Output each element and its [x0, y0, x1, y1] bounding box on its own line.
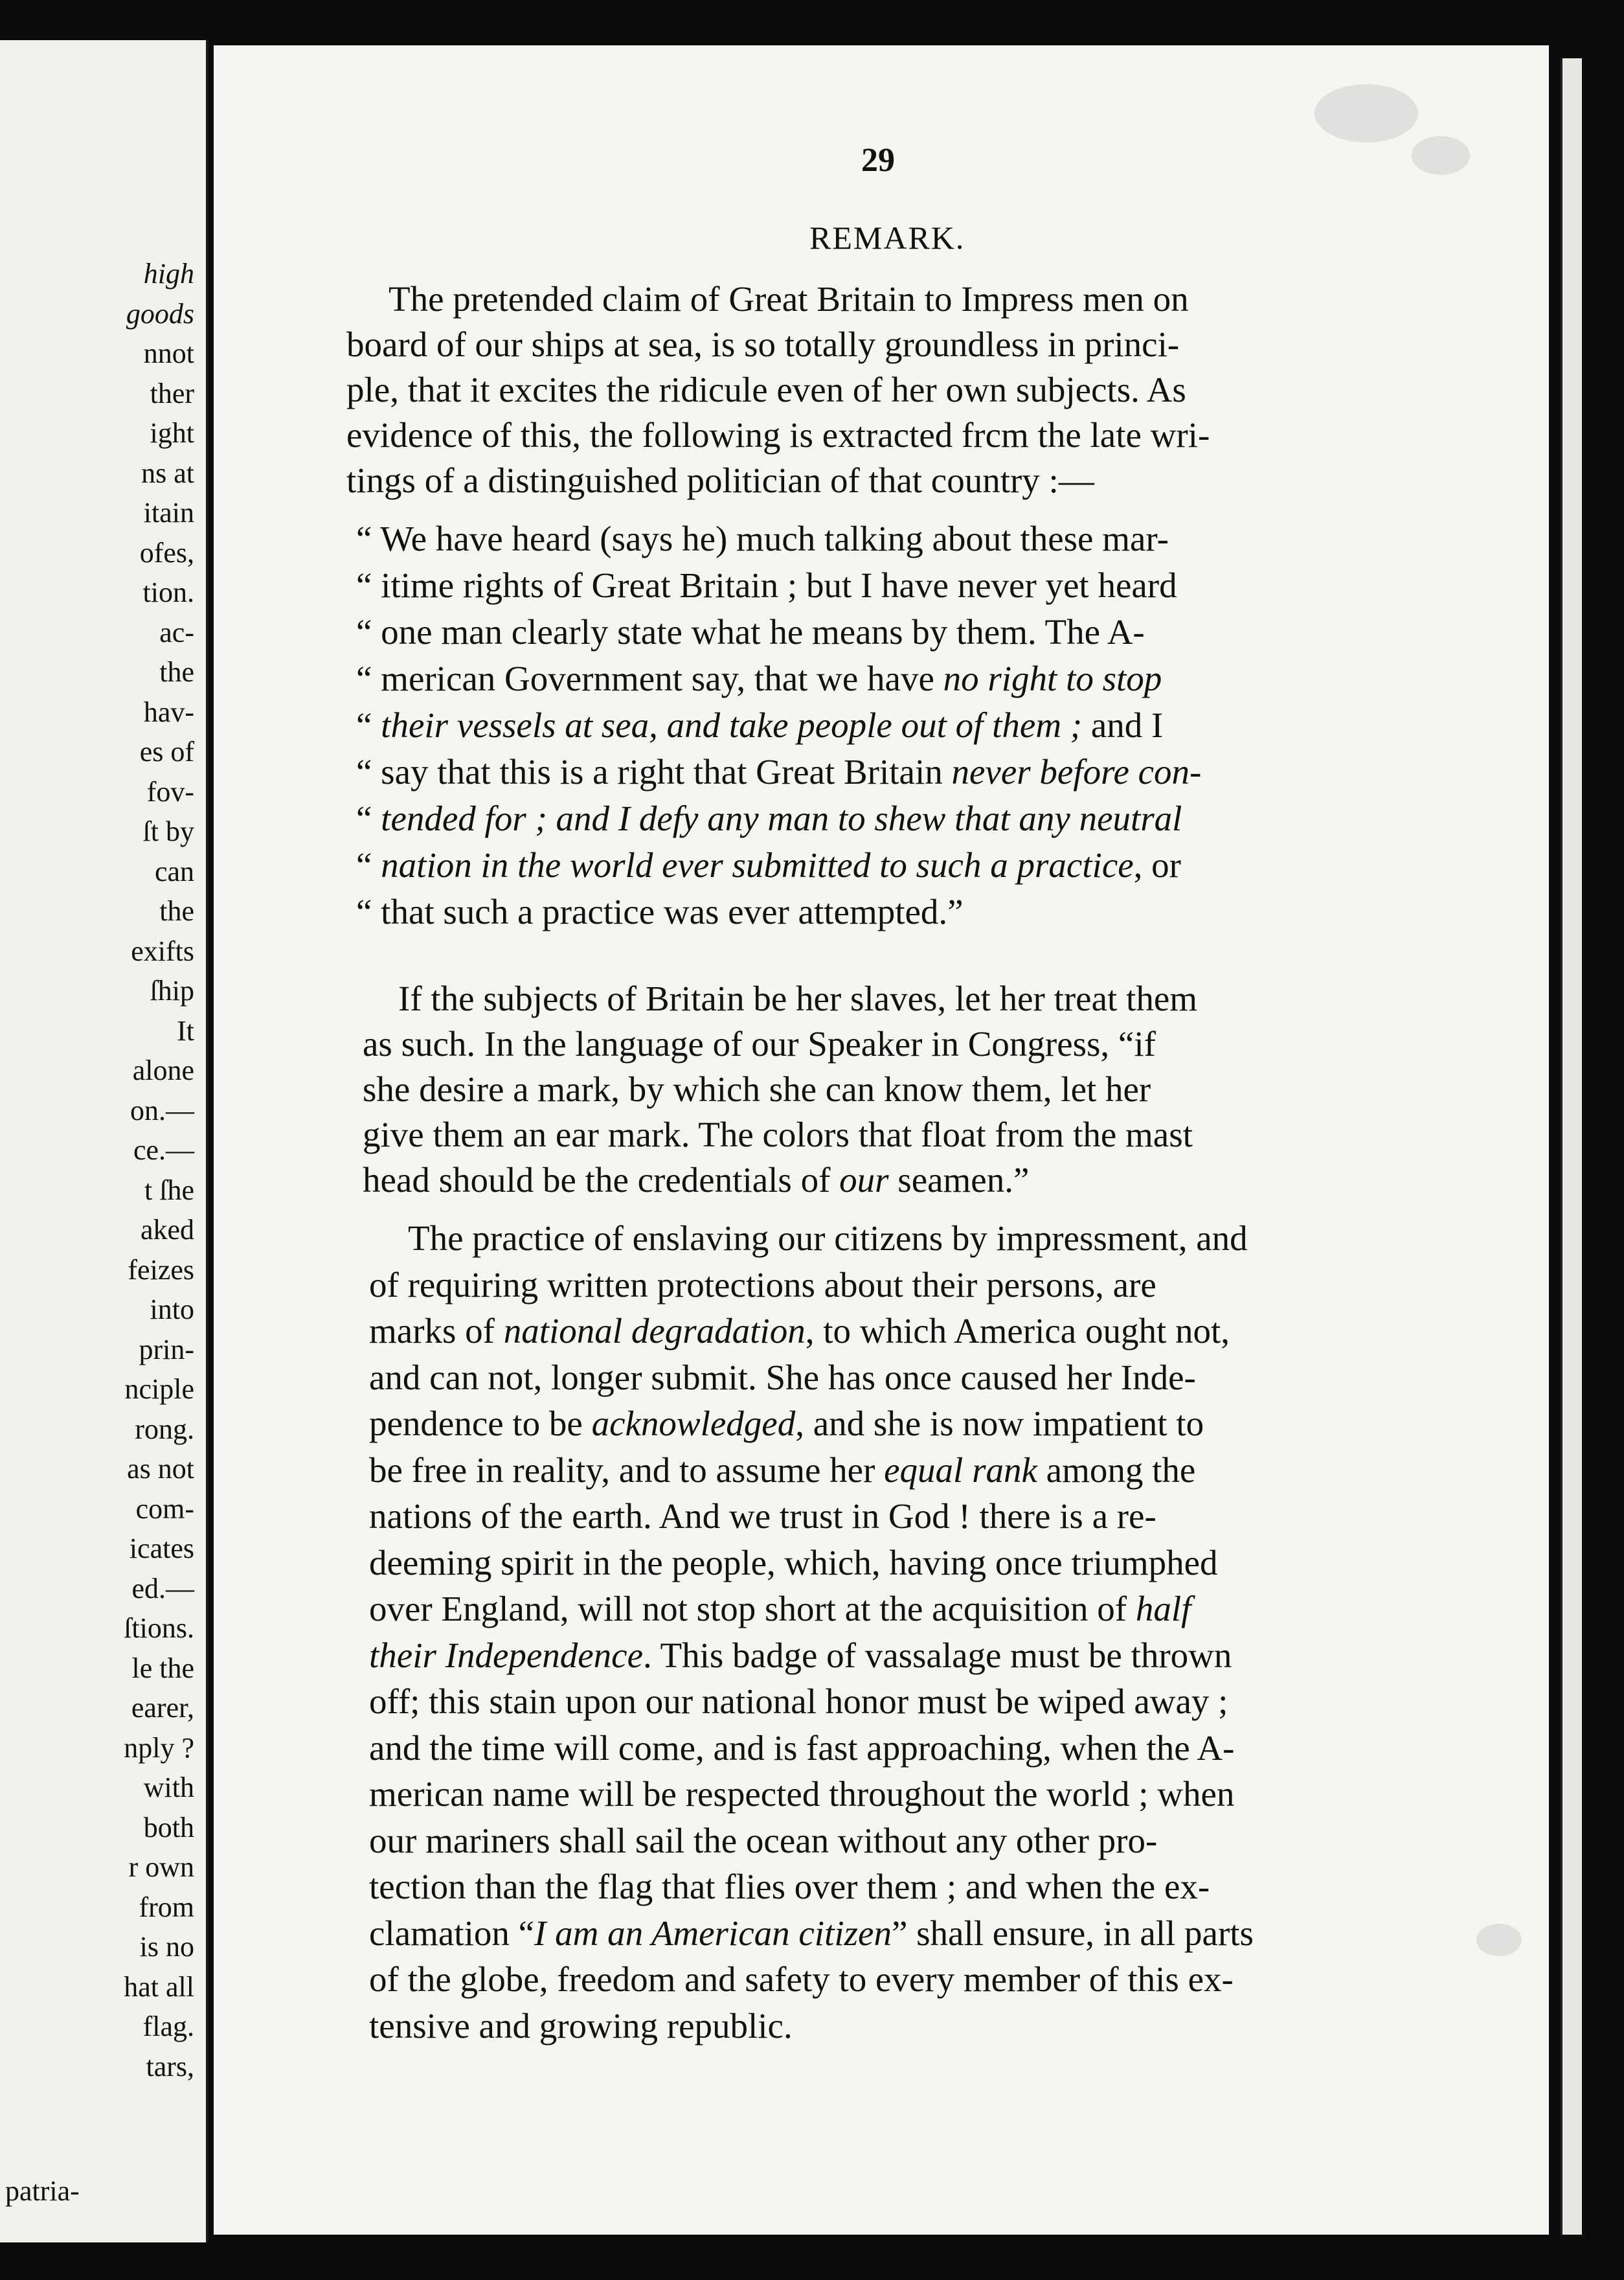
- text-line: [369, 1727, 1234, 1769]
- text-line: [369, 2005, 793, 2047]
- facing-page-line: nply ?: [124, 1731, 194, 1764]
- italic-span: never before con-: [951, 752, 1202, 792]
- text-span: nations of the earth. And we trust in God ! there is a re-: [369, 1496, 1156, 1536]
- text-span: “: [356, 705, 381, 745]
- text-span: evidence of this, the following is extracted frcm the late wri-: [346, 415, 1210, 455]
- text-span: The pretended claim of Great Britain to Impress men on: [389, 279, 1189, 319]
- text-span: “: [356, 799, 381, 838]
- text-line: [356, 845, 1181, 886]
- facing-page-line: both: [143, 1811, 194, 1843]
- facing-page-line: es of: [139, 736, 194, 768]
- facing-page-line: ce.—: [133, 1134, 194, 1166]
- facing-page-line: hat all: [124, 1970, 194, 2003]
- text-line: [369, 1635, 1232, 1676]
- italic-span: no right to stop: [943, 659, 1162, 698]
- text-line: [369, 1357, 1196, 1398]
- facing-page-line: icates: [129, 1533, 194, 1564]
- italic-span: tended for ; and I defy any man to shew that any neutral: [381, 799, 1182, 838]
- text-line: [356, 658, 1162, 700]
- facing-page-line: can: [154, 855, 194, 887]
- text-span: ple, that it excites the ridicule even of her own subjects. As: [346, 370, 1186, 409]
- facing-page-line: prin-: [139, 1333, 194, 1365]
- italic-span: acknowledged: [591, 1404, 796, 1443]
- facing-page-line: is no: [139, 1931, 194, 1963]
- text-span: , to which America ought not,: [805, 1311, 1230, 1351]
- text-span: tings of a distinguished politician of that country :—: [346, 461, 1094, 500]
- facing-page-line: from: [139, 1891, 194, 1923]
- text-line: [356, 751, 1201, 793]
- text-span: board of our ships at sea, is so totally groundless in princi-: [346, 325, 1180, 364]
- text-span: as such. In the language of our Speaker in Congress, “if: [363, 1024, 1156, 1064]
- page-edge: [1561, 58, 1582, 2235]
- italic-span: our: [839, 1160, 889, 1200]
- page-number: 29: [861, 142, 895, 179]
- text-line: [346, 415, 1210, 456]
- facing-page-line: com-: [135, 1492, 194, 1525]
- facing-page-line: ſt by: [142, 815, 194, 847]
- text-line: [369, 1820, 1157, 1862]
- text-span: and can not, longer submit. She has once caused her Inde-: [369, 1357, 1196, 1397]
- text-span: and the time will come, and is fast approaching, when the A-: [369, 1727, 1235, 1768]
- text-span: of requiring written protections about their persons, are: [369, 1264, 1156, 1305]
- text-line: [408, 1218, 1248, 1259]
- text-span: over England, will not stop short at the acquisition of: [369, 1589, 1136, 1628]
- text-span: “ merican Government say, that we have: [356, 659, 943, 698]
- text-line: [369, 1310, 1230, 1352]
- text-line: [363, 1114, 1193, 1156]
- text-line: [398, 978, 1197, 1020]
- text-line: [363, 1023, 1156, 1065]
- text-span: “ itime rights of Great Britain ; but I have never yet heard: [356, 565, 1177, 605]
- facing-page-line: the: [159, 895, 194, 927]
- facing-page-line: earer,: [131, 1692, 194, 1724]
- text-span: “: [356, 845, 381, 885]
- facing-page-line: ed.—: [131, 1572, 194, 1604]
- facing-page-line: le the: [131, 1652, 194, 1684]
- facing-page-line: tars,: [146, 2050, 194, 2082]
- text-span: among the: [1037, 1450, 1196, 1490]
- facing-page-line: ſtions.: [124, 1612, 194, 1644]
- facing-page-line: rong.: [135, 1413, 194, 1445]
- text-line: [363, 1159, 1029, 1201]
- text-line: [363, 1069, 1151, 1110]
- text-line: [369, 1450, 1195, 1491]
- text-line: [369, 1264, 1156, 1306]
- text-span: seamen.”: [888, 1160, 1030, 1200]
- text-span: , or: [1133, 845, 1181, 885]
- facing-page-line: alone: [132, 1054, 194, 1086]
- text-line: [356, 891, 964, 933]
- text-span: “ We have heard (says he) much talking about these mar-: [356, 519, 1169, 558]
- text-span: off; this stain upon our national honor must be wiped away ;: [369, 1682, 1228, 1721]
- facing-page-line: nciple: [124, 1373, 194, 1405]
- text-span: head should be the credentials of: [363, 1160, 840, 1200]
- facing-page-line: into: [150, 1294, 194, 1325]
- text-span: tensive and growing republic.: [369, 2005, 793, 2046]
- facing-page-line: flag.: [142, 2011, 194, 2042]
- italic-span: I am an American citizen: [534, 1913, 892, 1953]
- text-line: [369, 1866, 1210, 1908]
- facing-page-line: goods: [126, 297, 194, 330]
- facing-page-line: ight: [150, 417, 194, 449]
- text-line: [346, 460, 1094, 501]
- italic-span: equal rank: [884, 1450, 1037, 1490]
- text-line: [356, 705, 1163, 746]
- facing-page-line: ac-: [159, 616, 194, 648]
- text-span: tection than the flag that flies over them ; and when the ex-: [369, 1867, 1210, 1906]
- text-span: pendence to be: [369, 1404, 592, 1443]
- text-span: and I: [1082, 705, 1164, 745]
- text-span: “ one man clearly state what he means by them. The A-: [356, 612, 1145, 652]
- text-span: merican name will be respected throughout the world ; when: [369, 1774, 1235, 1814]
- text-span: marks of: [369, 1311, 504, 1351]
- facing-page-line: tion.: [142, 576, 194, 608]
- text-line: [389, 279, 1189, 320]
- italic-span: their vessels at sea, and take people out of them ;: [381, 705, 1083, 745]
- text-line: [369, 1913, 1254, 1954]
- italic-span: national degradation: [503, 1311, 806, 1351]
- text-line: [369, 1496, 1156, 1537]
- facing-page-line: with: [143, 1772, 194, 1803]
- text-line: [369, 1403, 1204, 1444]
- facing-page-line: on.—: [130, 1094, 194, 1126]
- facing-page: [0, 40, 206, 2242]
- text-line: [346, 324, 1179, 365]
- text-line: [346, 369, 1186, 411]
- text-span: If the subjects of Britain be her slaves, let her treat them: [398, 979, 1198, 1018]
- text-span: “ say that this is a right that Great Britain: [356, 752, 952, 792]
- facing-page-line: high: [143, 258, 194, 290]
- text-span: she desire a mark, by which she can know them, let her: [363, 1069, 1151, 1109]
- facing-page-line: hav-: [143, 696, 194, 728]
- facing-page-line: as not: [127, 1453, 194, 1485]
- text-span: The practice of enslaving our citizens by impressment, and: [408, 1218, 1248, 1258]
- text-line: [369, 1773, 1234, 1815]
- facing-page-line: fov-: [146, 775, 194, 808]
- section-heading: REMARK.: [809, 220, 965, 256]
- text-line: [356, 518, 1169, 560]
- text-line: [369, 1542, 1218, 1584]
- facing-page-line: It: [177, 1014, 194, 1047]
- text-line: [369, 1681, 1228, 1722]
- facing-page-line: nnot: [143, 337, 194, 369]
- italic-span: their Independence: [369, 1635, 644, 1675]
- italic-span: half: [1135, 1589, 1191, 1628]
- facing-page-line: aked: [140, 1214, 194, 1246]
- text-line: [369, 1588, 1191, 1630]
- text-span: of the globe, freedom and safety to every member of this ex-: [369, 1959, 1234, 1999]
- text-line: [356, 611, 1145, 653]
- facing-page-footer: patria-: [5, 2175, 80, 2207]
- text-line: [356, 565, 1177, 606]
- text-span: clamation “: [369, 1913, 535, 1953]
- text-span: our mariners shall sail the ocean without any other pro-: [369, 1820, 1158, 1860]
- text-span: deeming spirit in the people, which, having once triumphed: [369, 1542, 1218, 1582]
- page-gutter: [206, 40, 209, 2242]
- facing-page-line: the: [159, 656, 194, 688]
- facing-page-line: ther: [150, 377, 194, 409]
- facing-page-line: ns at: [141, 457, 194, 489]
- facing-page-line: t ſhe: [144, 1174, 194, 1206]
- text-span: give them an ear mark. The colors that float from the mast: [363, 1115, 1193, 1154]
- facing-page-line: ſhip: [150, 975, 194, 1007]
- text-span: . This badge of vassalage must be thrown: [643, 1635, 1232, 1675]
- text-span: ” shall ensure, in all parts: [891, 1913, 1254, 1953]
- facing-page-line: exifts: [131, 935, 194, 967]
- text-span: be free in reality, and to assume her: [369, 1450, 885, 1490]
- facing-page-line: feizes: [128, 1253, 194, 1286]
- text-line: [356, 798, 1182, 839]
- text-span: “ that such a practice was ever attempted.”: [356, 892, 964, 931]
- facing-page-line: itain: [143, 497, 194, 529]
- text-line: [369, 1959, 1234, 2000]
- facing-page-line: ofes,: [139, 536, 194, 569]
- italic-span: nation in the world ever submitted to such a practice: [381, 845, 1134, 885]
- facing-page-line: r own: [128, 1851, 194, 1883]
- text-span: , and she is now impatient to: [795, 1404, 1204, 1443]
